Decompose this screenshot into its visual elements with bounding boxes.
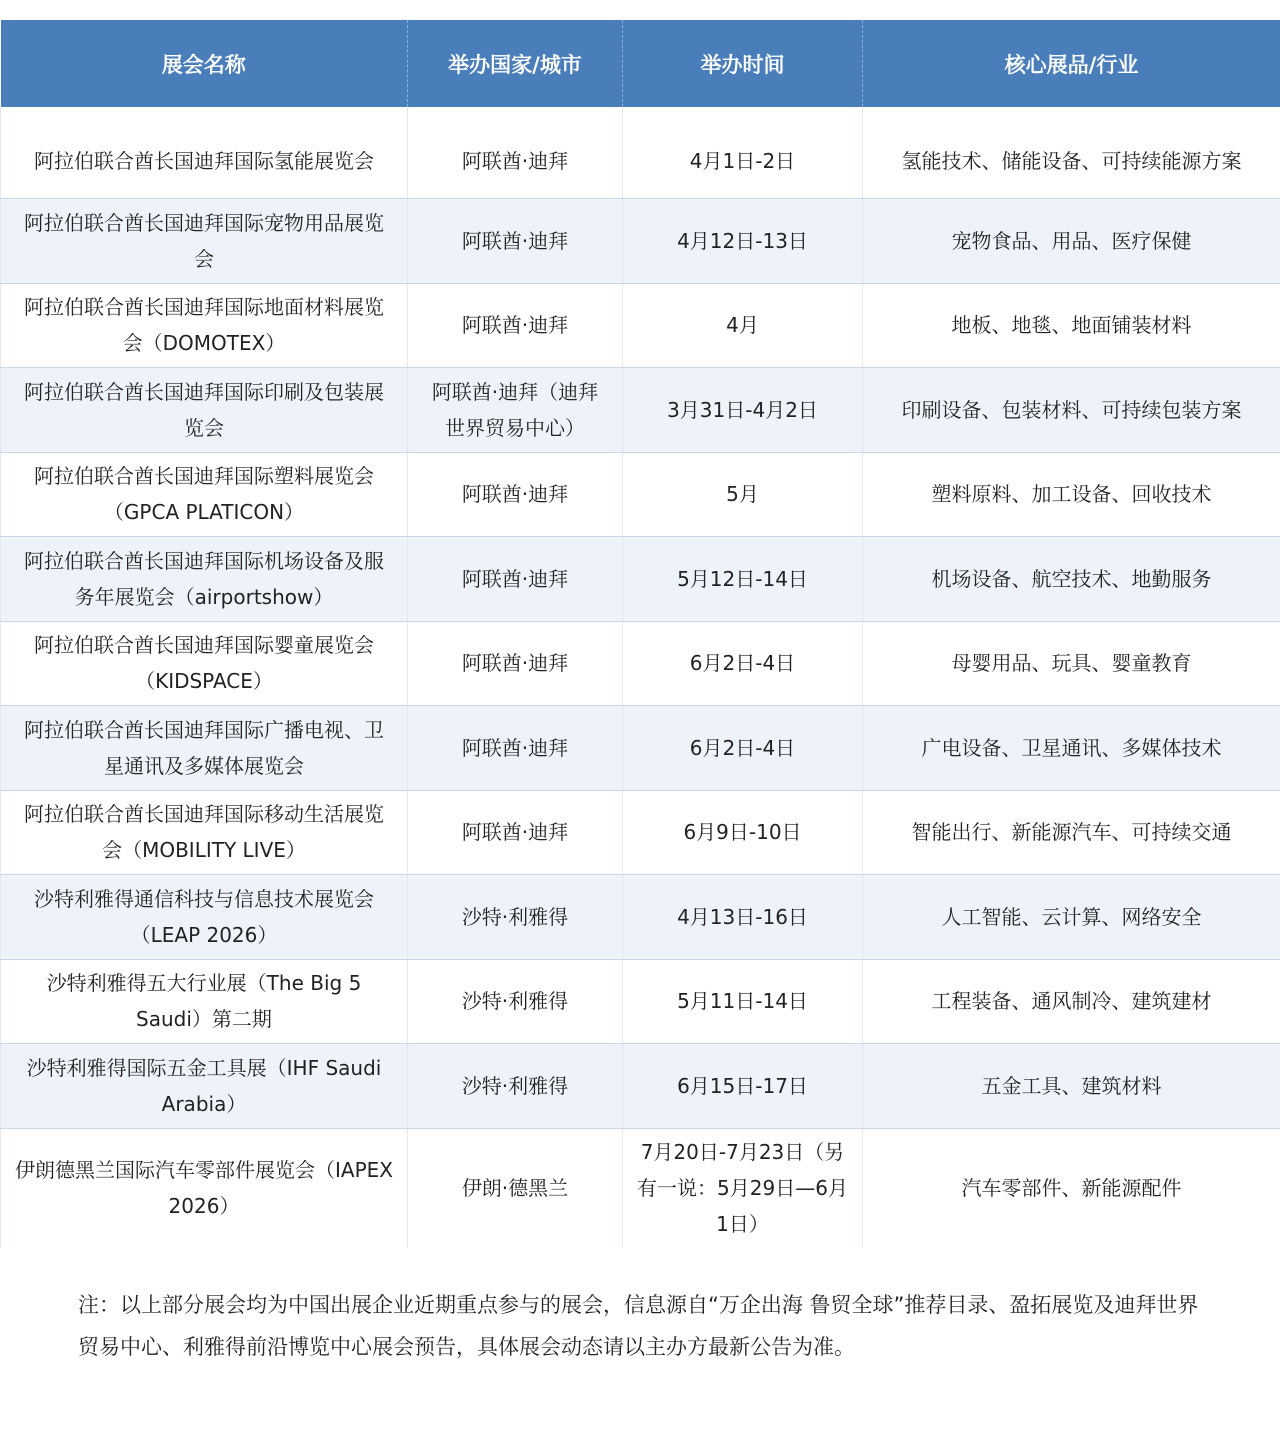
cell-date: 6月2日-4日 xyxy=(623,621,863,705)
cell-location: 阿联酋·迪拜 xyxy=(408,705,623,790)
cell-exhibition-name: 阿拉伯联合酋长国迪拜国际广播电视、卫星通讯及多媒体展览会 xyxy=(1,705,408,790)
cell-exhibition-name: 伊朗德黑兰国际汽车零部件展览会（IAPEX 2026） xyxy=(1,1128,408,1248)
header-date: 举办时间 xyxy=(623,20,863,107)
cell-date: 4月1日-2日 xyxy=(623,107,863,198)
cell-location: 阿联酋·迪拜 xyxy=(408,198,623,283)
cell-exhibition-name: 阿拉伯联合酋长国迪拜国际宠物用品展览会 xyxy=(1,198,408,283)
cell-location: 阿联酋·迪拜 xyxy=(408,621,623,705)
table-row xyxy=(1,1043,1280,1128)
exhibition-table-container xyxy=(0,20,1280,1248)
cell-date: 5月 xyxy=(623,452,863,536)
cell-date: 6月2日-4日 xyxy=(623,705,863,790)
cell-industry: 母婴用品、玩具、婴童教育 xyxy=(863,621,1280,705)
cell-industry: 地板、地毯、地面铺装材料 xyxy=(863,283,1280,367)
cell-date: 5月12日-14日 xyxy=(623,536,863,621)
table-row xyxy=(1,452,1280,536)
table-row xyxy=(1,1128,1280,1248)
cell-date: 4月 xyxy=(623,283,863,367)
table-row xyxy=(1,107,1280,198)
cell-location: 阿联酋·迪拜 xyxy=(408,107,623,198)
cell-exhibition-name: 阿拉伯联合酋长国迪拜国际婴童展览会（KIDSPACE） xyxy=(1,621,408,705)
cell-industry: 宠物食品、用品、医疗保健 xyxy=(863,198,1280,283)
table-row xyxy=(1,874,1280,959)
cell-exhibition-name: 阿拉伯联合酋长国迪拜国际印刷及包装展览会 xyxy=(1,367,408,452)
table-row xyxy=(1,283,1280,367)
cell-date: 6月9日-10日 xyxy=(623,790,863,874)
cell-location: 沙特·利雅得 xyxy=(408,874,623,959)
table-row xyxy=(1,198,1280,283)
cell-date: 5月11日-14日 xyxy=(623,959,863,1043)
header-location: 举办国家/城市 xyxy=(408,20,623,107)
cell-industry: 印刷设备、包装材料、可持续包装方案 xyxy=(863,367,1280,452)
cell-industry: 塑料原料、加工设备、回收技术 xyxy=(863,452,1280,536)
cell-industry: 机场设备、航空技术、地勤服务 xyxy=(863,536,1280,621)
cell-location: 伊朗·德黑兰 xyxy=(408,1128,623,1248)
cell-location: 沙特·利雅得 xyxy=(408,959,623,1043)
cell-exhibition-name: 阿拉伯联合酋长国迪拜国际塑料展览会（GPCA PLATICON） xyxy=(1,452,408,536)
table-row xyxy=(1,705,1280,790)
cell-date: 4月13日-16日 xyxy=(623,874,863,959)
cell-exhibition-name: 阿拉伯联合酋长国迪拜国际地面材料展览会（DOMOTEX） xyxy=(1,283,408,367)
cell-location: 阿联酋·迪拜 xyxy=(408,536,623,621)
cell-location: 阿联酋·迪拜 xyxy=(408,452,623,536)
cell-industry: 广电设备、卫星通讯、多媒体技术 xyxy=(863,705,1280,790)
table-header-row xyxy=(1,20,1280,107)
table-row xyxy=(1,621,1280,705)
cell-industry: 汽车零部件、新能源配件 xyxy=(863,1128,1280,1248)
cell-exhibition-name: 阿拉伯联合酋长国迪拜国际机场设备及服务年展览会（airportshow） xyxy=(1,536,408,621)
table-row xyxy=(1,367,1280,452)
cell-location: 沙特·利雅得 xyxy=(408,1043,623,1128)
cell-industry: 人工智能、云计算、网络安全 xyxy=(863,874,1280,959)
table-row xyxy=(1,790,1280,874)
exhibition-table xyxy=(0,20,1280,1248)
table-row xyxy=(1,536,1280,621)
header-industry: 核心展品/行业 xyxy=(863,20,1280,107)
cell-date: 6月15日-17日 xyxy=(623,1043,863,1128)
cell-exhibition-name: 沙特利雅得通信科技与信息技术展览会（LEAP 2026） xyxy=(1,874,408,959)
cell-industry: 五金工具、建筑材料 xyxy=(863,1043,1280,1128)
header-name: 展会名称 xyxy=(1,20,408,107)
cell-date: 7月20日-7月23日（另有一说：5月29日—6月1日） xyxy=(623,1128,863,1248)
cell-exhibition-name: 沙特利雅得五大行业展（The Big 5 Saudi）第二期 xyxy=(1,959,408,1043)
cell-industry: 氢能技术、储能设备、可持续能源方案 xyxy=(863,107,1280,198)
cell-industry: 智能出行、新能源汽车、可持续交通 xyxy=(863,790,1280,874)
cell-exhibition-name: 阿拉伯联合酋长国迪拜国际氢能展览会 xyxy=(1,107,408,198)
cell-location: 阿联酋·迪拜（迪拜世界贸易中心） xyxy=(408,367,623,452)
cell-exhibition-name: 沙特利雅得国际五金工具展（IHF Saudi Arabia） xyxy=(1,1043,408,1128)
cell-date: 4月12日-13日 xyxy=(623,198,863,283)
cell-exhibition-name: 阿拉伯联合酋长国迪拜国际移动生活展览会（MOBILITY LIVE） xyxy=(1,790,408,874)
cell-industry: 工程装备、通风制冷、建筑建材 xyxy=(863,959,1280,1043)
footnote: 注：以上部分展会均为中国出展企业近期重点参与的展会，信息源自“万企出海 鲁贸全球”推荐目录、盈拓展览及迪拜世界贸易中心、利雅得前沿博览中心展会预告，具体展会动态请以主办方最新公告为准。 xyxy=(78,1293,1199,1359)
cell-date: 3月31日-4月2日 xyxy=(623,367,863,452)
cell-location: 阿联酋·迪拜 xyxy=(408,790,623,874)
table-row xyxy=(1,959,1280,1043)
cell-location: 阿联酋·迪拜 xyxy=(408,283,623,367)
